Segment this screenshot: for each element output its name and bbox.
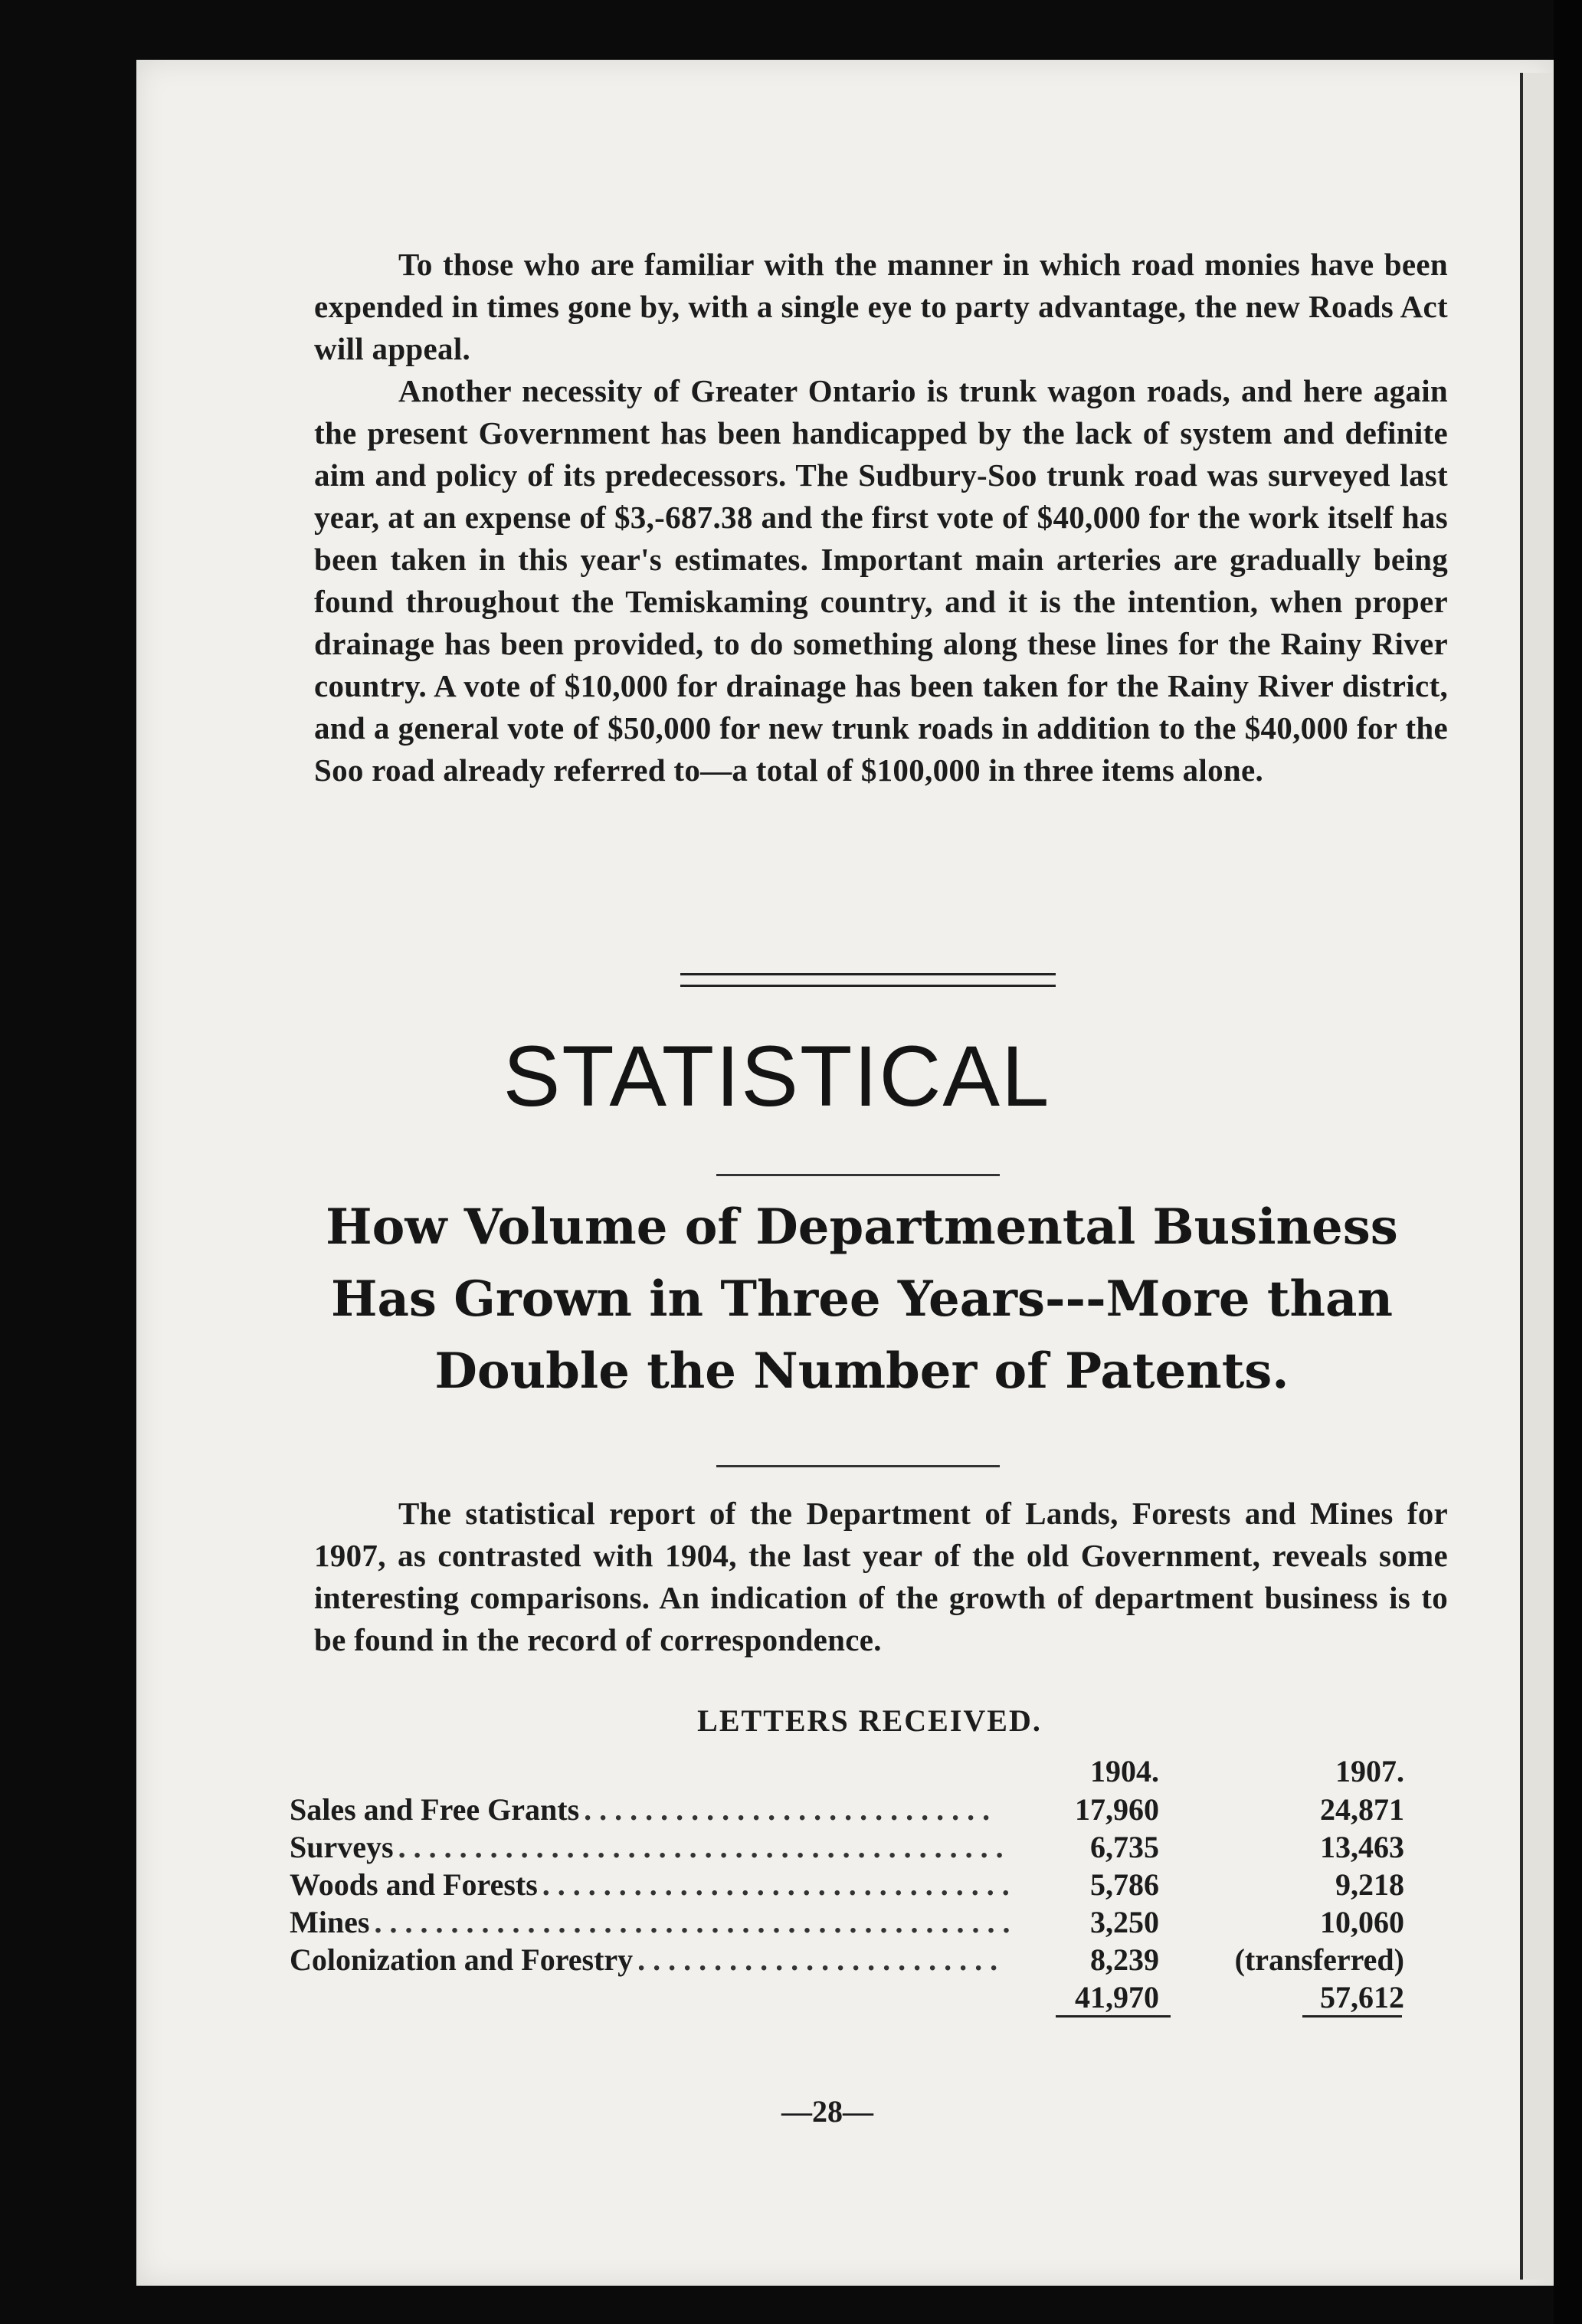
title-rule: [716, 1465, 1000, 1467]
facing-page-edge: [1520, 73, 1557, 2280]
leader-dots: . . . . . . . . . . . . . . . . . . . . . . . .: [637, 1942, 1002, 1977]
total-rule-1904: [1056, 2015, 1171, 2018]
leader-dots: . . . . . . . . . . . . . . . . . . . . . . . . . . . . . . .: [542, 1867, 1014, 1902]
total-rule-1907: [1302, 2015, 1402, 2018]
page-number: —28—: [781, 2094, 873, 2129]
table-row: [290, 1940, 1404, 1978]
value-1904: 8,239: [1090, 1942, 1159, 1977]
value-1904: 5,786: [1090, 1867, 1159, 1902]
leader-dots: . . . . . . . . . . . . . . . . . . . . . . . . . . .: [584, 1792, 994, 1827]
stats-intro-paragraph: The statistical report of the Department of Lands, Forests and Mines for 1907, as contrasted with 1904, the last year of the old Government, reveals some interesting comparisons. An indication of the growth of department business is to be found in the record of correspondence.: [314, 1496, 1448, 1657]
value-1907: 24,871: [1320, 1792, 1404, 1827]
value-1904: 17,960: [1075, 1792, 1159, 1827]
table-row: [290, 1903, 1404, 1940]
stats-intro-text: [314, 1493, 1448, 1661]
total-1904: 41,970: [1075, 1980, 1159, 2014]
intro-text: [314, 244, 1448, 792]
col-1904-header: 1904.: [1090, 1753, 1159, 1788]
row-label: Woods and Forests: [290, 1867, 542, 1902]
row-label: Mines: [290, 1905, 374, 1939]
value-1904: 3,250: [1090, 1905, 1159, 1939]
heading-rule: [716, 1174, 1000, 1176]
table-row: [290, 1865, 1404, 1903]
value-1907: 13,463: [1320, 1830, 1404, 1864]
total-1907: 57,612: [1320, 1980, 1404, 2014]
row-label: Sales and Free Grants: [290, 1792, 584, 1827]
row-label: Surveys: [290, 1830, 398, 1864]
value-1907: 10,060: [1320, 1905, 1404, 1939]
intro-paragraph-1: To those who are familiar with the manner in which road monies have been expended in times gone by, with a single eye to party advantage, the new Roads Act will appeal.: [314, 247, 1448, 366]
letters-received-table: [290, 1752, 1404, 2015]
row-label: Colonization and Forestry: [290, 1942, 637, 1977]
intro-paragraph-2: Another necessity of Greater Ontario is trunk wagon roads, and here again the present Government has been handicapped by the lack of system and definite aim and policy of its predecessors. The Sudbury-Soo trunk road was surveyed last year, at an expense of $3,-687.38 and the first vote of $40,000 for the work itself has been taken in this year's estimates. Important main arteries are gradually being found throughout the Temiskaming country, and it is the intention, when proper drainage has been provided, to do something along these lines for the Rainy River country. A vote of $10,000 for drainage has been taken for the Rainy River district, and a general vote of $50,000 for new trunk roads in addition to the $40,000 for the Soo road already referred to—a total of $100,000 in three items alone.: [314, 373, 1448, 788]
article-title: How Volume of Departmental Business Has Grown in Three Years---More than Double the Number of Patents.: [326, 1198, 1398, 1400]
leader-dots: . . . . . . . . . . . . . . . . . . . . . . . . . . . . . . . . . . . . . . . .: [398, 1830, 1008, 1864]
value-1907: (transferred): [1234, 1942, 1404, 1977]
section-heading: STATISTICAL: [503, 1028, 1051, 1124]
value-1907: 9,218: [1335, 1867, 1404, 1902]
leader-dots: . . . . . . . . . . . . . . . . . . . . . . . . . . . . . . . . . . . . . . . . . .: [374, 1905, 1014, 1939]
value-1904: 6,735: [1090, 1830, 1159, 1864]
table-header-row: [290, 1752, 1404, 1790]
col-1907-header: 1907.: [1335, 1753, 1404, 1788]
table-row: [290, 1827, 1404, 1865]
section-divider: [680, 973, 1056, 987]
table-row: [290, 1790, 1404, 1827]
total-row: [290, 1978, 1404, 2015]
table-title: LETTERS RECEIVED.: [697, 1703, 1042, 1738]
scan-border: [1554, 0, 1582, 2324]
